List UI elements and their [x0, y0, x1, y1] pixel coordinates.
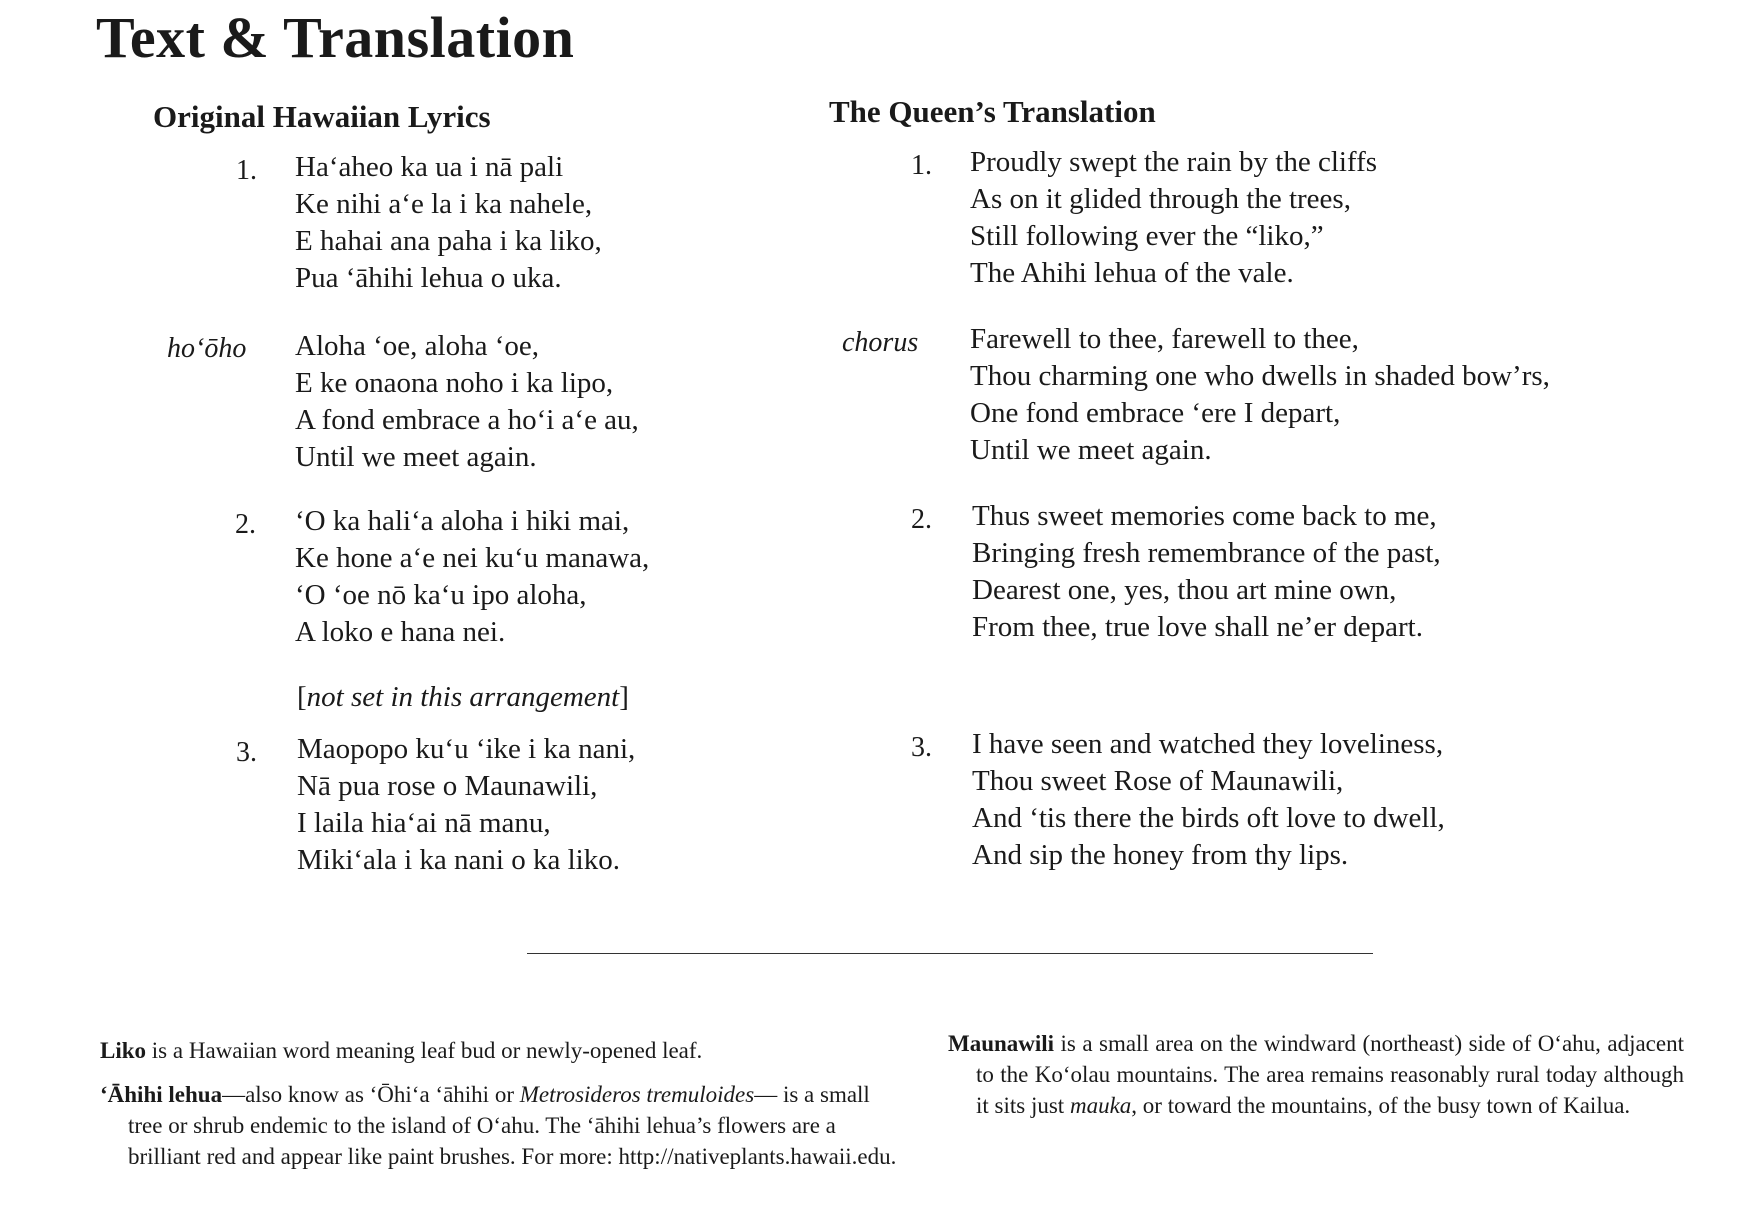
- arrangement-note: [297, 679, 629, 716]
- footnote-text: , or toward the mountains, of the busy town of Kailua.: [1131, 1093, 1631, 1118]
- lyric-line: ‘O ‘oe nō ka‘u ipo aloha,: [295, 579, 587, 611]
- footnote-text: — is a small tree or shrub endemic to the island of O‘ahu. The ‘āhihi lehua’s flowers are a brilliant red and appear like paint brushes. For more: http://nativeplants.hawaii.edu.: [128, 1082, 897, 1169]
- lyric-line: One fond embrace ‘ere I depart,: [970, 397, 1341, 429]
- lyric-line: Ke hone a‘e nei ku‘u manawa,: [295, 542, 650, 574]
- footnote-latin-name: Metrosideros tremuloides: [519, 1082, 755, 1107]
- translation-verse-1-number: 1.: [911, 150, 932, 181]
- lyric-line: E hahai ana paha i ka liko,: [295, 225, 602, 257]
- hawaiian-verse-3: [297, 731, 635, 879]
- hawaiian-chorus: [295, 328, 639, 476]
- lyric-line: Bringing fresh remembrance of the past,: [972, 537, 1441, 569]
- lyric-line: A loko e hana nei.: [295, 616, 506, 648]
- lyric-line: Nā pua rose o Maunawili,: [297, 770, 598, 802]
- lyric-line: From thee, true love shall ne’er depart.: [972, 611, 1423, 643]
- hawaiian-verse-1-number: 1.: [236, 155, 257, 186]
- translation-verse-3-number: 3.: [911, 732, 932, 763]
- footnote-text: —also know as ‘Ōhi‘a ‘āhihi or: [222, 1082, 520, 1107]
- lyric-line: A fond embrace a ho‘i a‘e au,: [295, 404, 639, 436]
- translation-verse-2: [972, 498, 1441, 646]
- lyric-line: Still following ever the “liko,”: [970, 220, 1324, 252]
- lyric-line: Maopopo ku‘u ‘ike i ka nani,: [297, 733, 636, 765]
- translation-verse-3: [972, 726, 1445, 874]
- translation-verse-2-number: 2.: [911, 504, 932, 535]
- hawaiian-verse-1: [295, 149, 602, 297]
- footnote-term: Maunawili: [948, 1031, 1055, 1056]
- footnote-text: is a small area on the windward (northeast) side of O‘ahu, adjacent to the Ko‘olau mountains. The area remains reasonably rural today although it sits just: [976, 1031, 1684, 1118]
- footnote-term: Liko: [100, 1038, 147, 1063]
- lyric-line: Dearest one, yes, thou art mine own,: [972, 574, 1397, 606]
- page-title: Text & Translation: [96, 5, 575, 70]
- footnote-liko: [100, 1035, 912, 1066]
- note-close-bracket: ]: [619, 681, 629, 713]
- footnote-maunawili: [948, 1028, 1684, 1121]
- lyric-line: The Ahihi lehua of the vale.: [970, 257, 1294, 289]
- lyric-line: As on it glided through the trees,: [970, 183, 1351, 215]
- lyric-line: Thou sweet Rose of Maunawili,: [972, 765, 1344, 797]
- footnote-text: is a Hawaiian word meaning leaf bud or newly-opened leaf.: [146, 1038, 703, 1063]
- translation-chorus-tag: chorus: [842, 327, 919, 358]
- lyric-line: Thou charming one who dwells in shaded bow’rs,: [970, 360, 1550, 392]
- hawaiian-verse-2-number: 2.: [235, 509, 256, 540]
- note-text: not set in this arrangement: [306, 681, 620, 713]
- lyric-line: And ‘tis there the birds oft love to dwell,: [972, 802, 1445, 834]
- lyric-line: Until we meet again.: [295, 441, 537, 473]
- footnote-mauka: mauka: [1069, 1093, 1132, 1118]
- lyric-line: Farewell to thee, farewell to thee,: [970, 323, 1359, 355]
- lyric-line: Thus sweet memories come back to me,: [972, 500, 1437, 532]
- translation-verse-1: [970, 144, 1377, 292]
- lyric-line: Aloha ‘oe, aloha ‘oe,: [295, 330, 539, 362]
- footnote-term: ‘Āhihi lehua: [100, 1082, 223, 1107]
- translation-chorus: [970, 321, 1550, 469]
- lyric-line: I have seen and watched they loveliness,: [972, 728, 1444, 760]
- lyric-line: Until we meet again.: [970, 434, 1212, 466]
- note-open-bracket: [: [297, 681, 307, 713]
- lyric-line: Ha‘aheo ka ua i nā pali: [295, 151, 564, 183]
- lyric-line: Pua ‘āhihi lehua o uka.: [295, 262, 562, 294]
- hawaiian-verse-2: [295, 503, 649, 651]
- lyric-line: Miki‘ala i ka nani o ka liko.: [297, 844, 620, 876]
- lyric-line: Ke nihi a‘e la i ka nahele,: [295, 188, 593, 220]
- lyric-line: ‘O ka hali‘a aloha i hiki mai,: [295, 505, 630, 537]
- lyric-line: E ke onaona noho i ka lipo,: [295, 367, 614, 399]
- lyric-line: I laila hia‘ai nā manu,: [297, 807, 551, 839]
- hawaiian-chorus-tag: ho‘ōho: [167, 333, 247, 364]
- lyric-line: And sip the honey from thy lips.: [972, 839, 1349, 871]
- translation-heading: The Queen’s Translation: [829, 94, 1156, 129]
- lyric-line: Proudly swept the rain by the cliffs: [970, 146, 1378, 178]
- hawaiian-verse-3-number: 3.: [236, 737, 257, 768]
- footnote-ahihi-lehua: [100, 1079, 900, 1172]
- hawaiian-lyrics-heading: Original Hawaiian Lyrics: [153, 99, 491, 134]
- section-divider: [527, 953, 1373, 954]
